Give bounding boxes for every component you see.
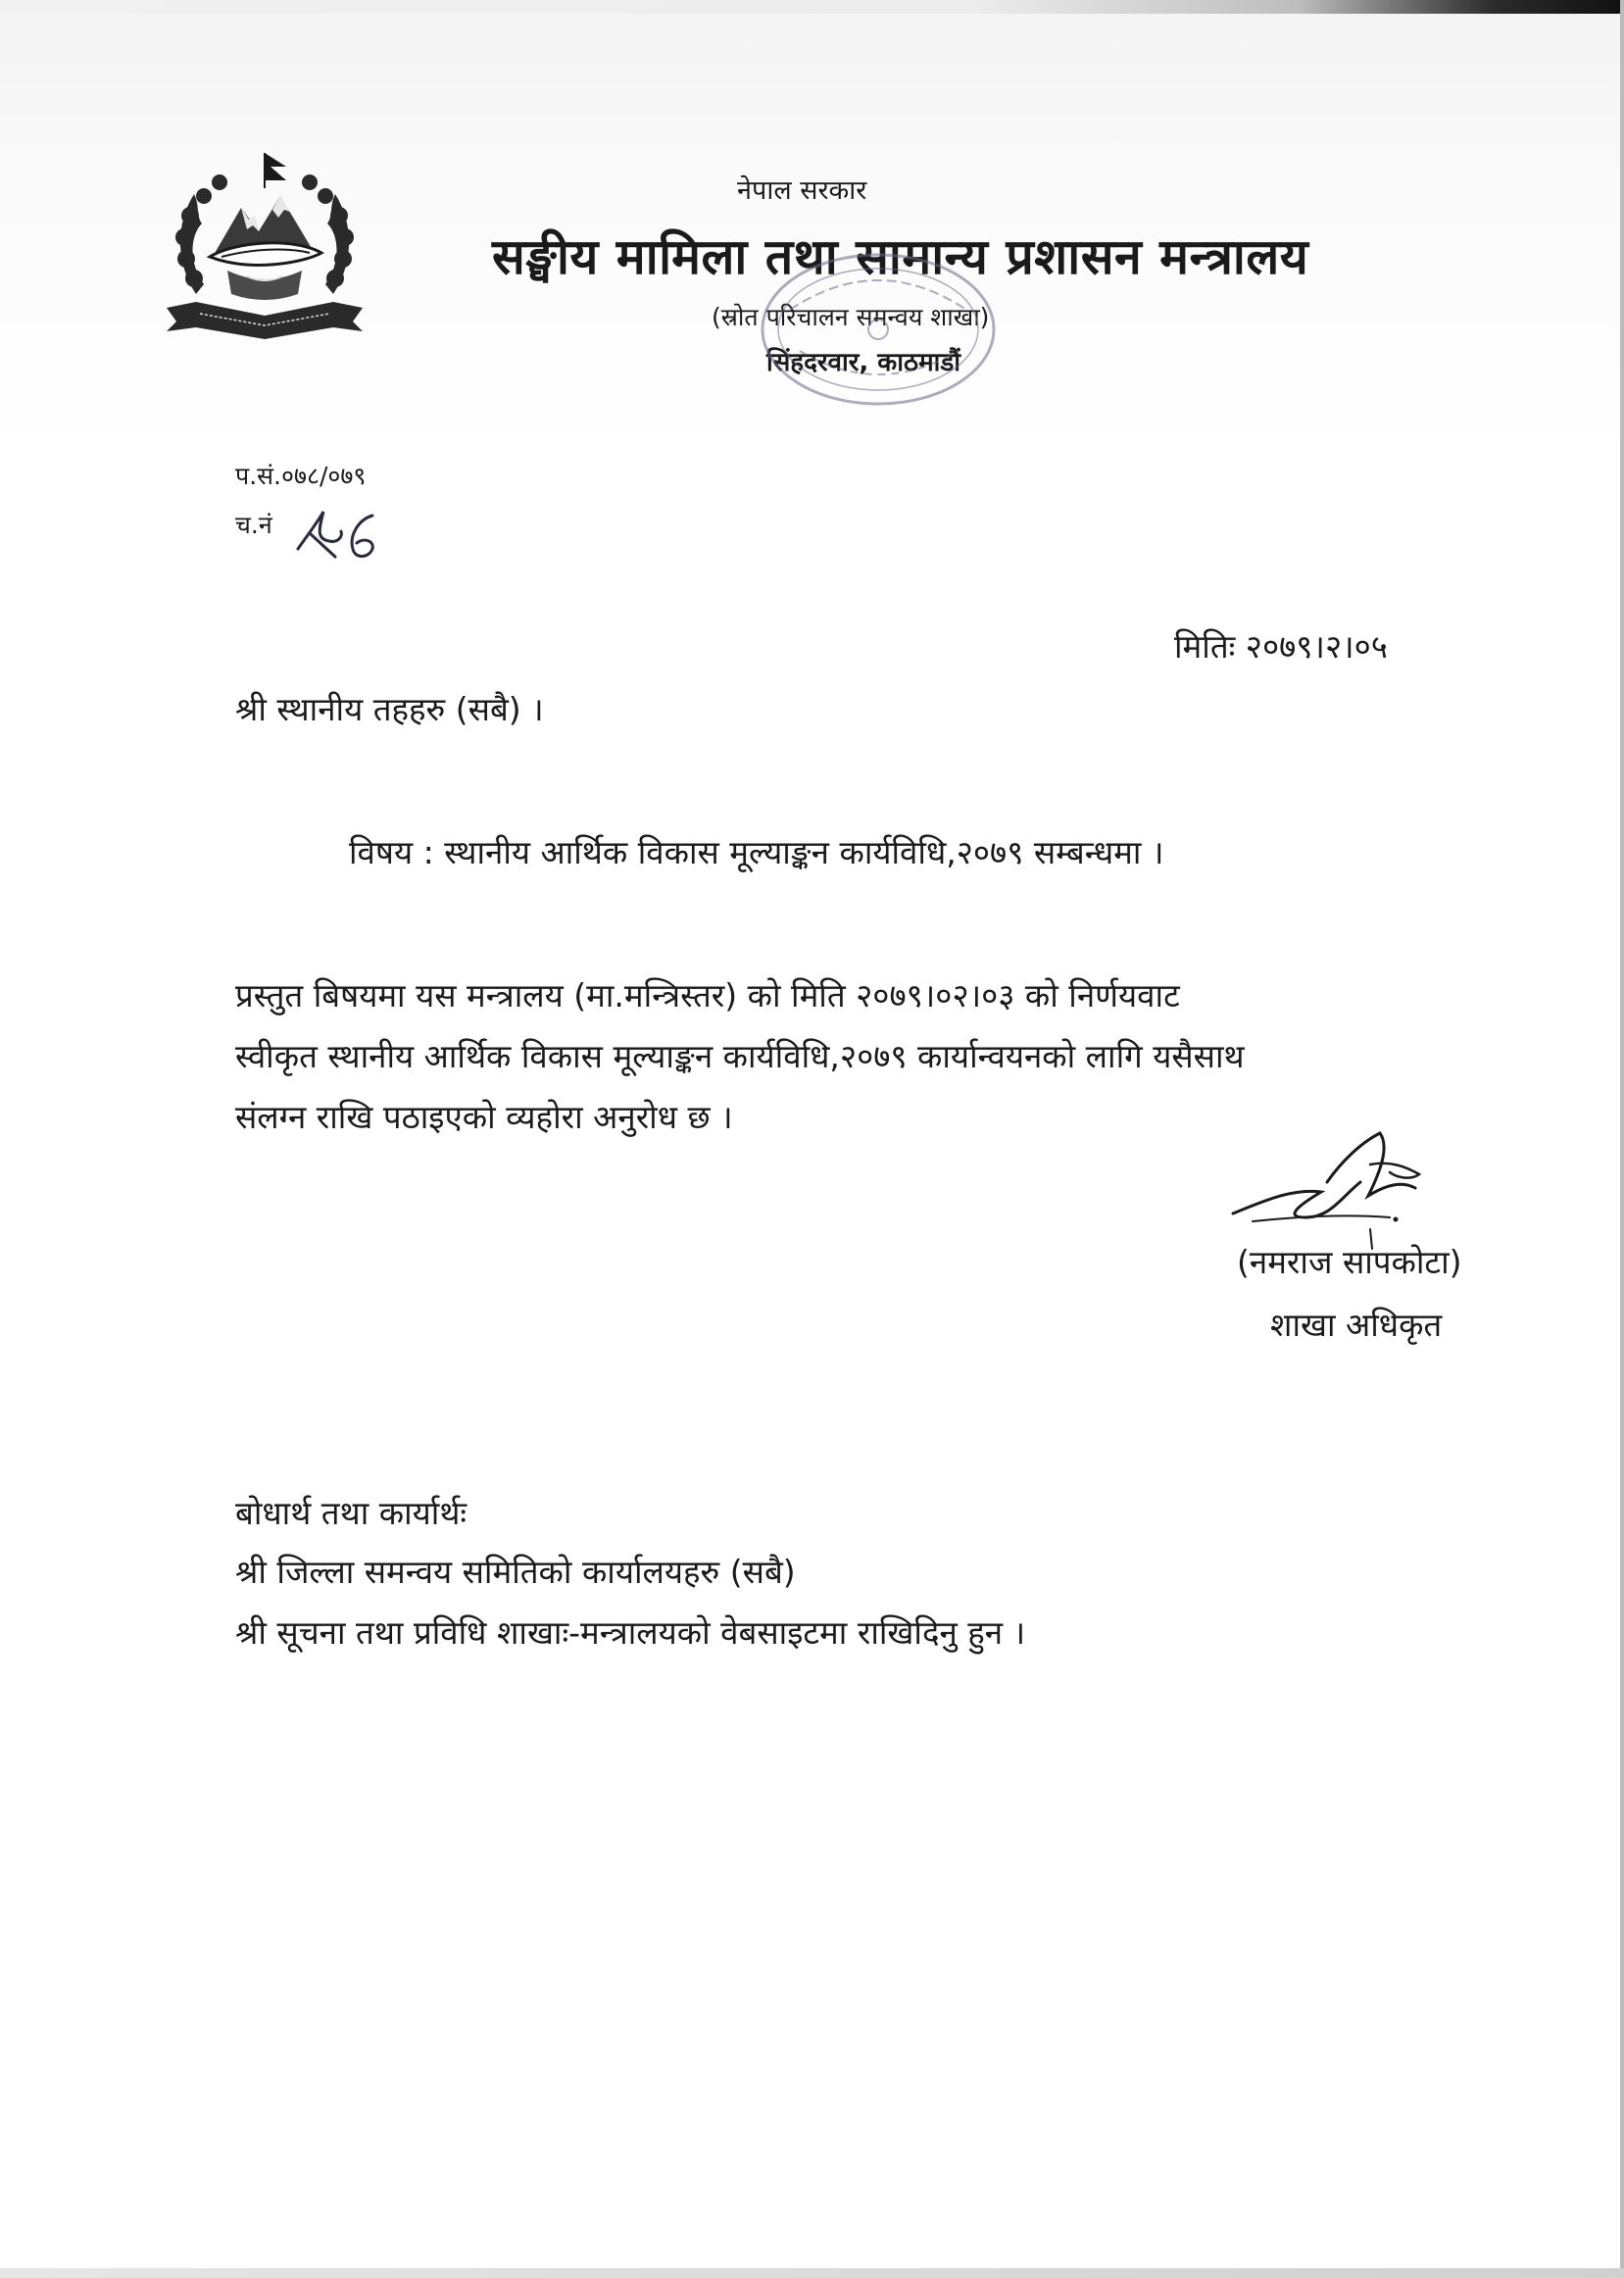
office-location: सिंहदरवार, काठमाडौं — [766, 348, 961, 377]
subject-line: विषय : स्थानीय आर्थिक विकास मूल्याङ्कन कार्यविधि,२०७९ सम्बन्धमा । — [349, 833, 1164, 871]
cc-heading: बोधार्थ तथा कार्यार्थः — [235, 1494, 468, 1532]
letter-date: मितिः २०७९।२।०५ — [1174, 627, 1388, 666]
body-line: स्वीकृत स्थानीय आर्थिक विकास मूल्याङ्कन कार्यविधि,२०७९ कार्यान्वयनको लागि यसैसाथ — [235, 1037, 1245, 1075]
body-line: प्रस्तुत बिषयमा यस मन्त्रालय (मा.मन्त्रिस्तर) को मिति २०७९।०२।०३ को निर्णयवाट — [235, 976, 1180, 1015]
ministry-title: सङ्घीय मामिला तथा सामान्य प्रशासन मन्त्रालय — [492, 228, 1309, 285]
dispatch-number-label: च.नं — [235, 511, 272, 539]
scan-edge-bottom — [0, 2268, 1624, 2278]
government-name: नेपाल सरकार — [737, 175, 867, 206]
branch-name: (स्रोत परिचालन समन्वय शाखा) — [712, 303, 990, 331]
recipient: श्री स्थानीय तहहरु (सबै) । — [235, 690, 544, 728]
scan-edge-top — [0, 0, 1624, 14]
body-line: संलग्न राखि पठाइएको व्यहोरा अनुरोध छ । — [235, 1098, 733, 1136]
cc-item: श्री सूचना तथा प्रविधि शाखाः-मन्त्रालयको वेबसाइटमा राखिदिनु हुन । — [235, 1613, 1026, 1652]
nepal-government-emblem-icon — [157, 147, 372, 353]
signatory-name: (नमराज सापकोटा) — [1237, 1243, 1462, 1281]
office-stamp-icon — [731, 241, 1015, 437]
signatory-title: शाखा अधिकृत — [1270, 1306, 1443, 1344]
cc-item: श्री जिल्ला समन्वय समितिको कार्यालयहरु (सबै) — [235, 1553, 796, 1591]
dispatch-number-handwritten — [290, 498, 388, 567]
letter-reference-number: प.सं.०७८/०७९ — [235, 462, 367, 490]
scan-edge-right — [1620, 0, 1624, 2278]
signature-icon — [1223, 1123, 1458, 1251]
